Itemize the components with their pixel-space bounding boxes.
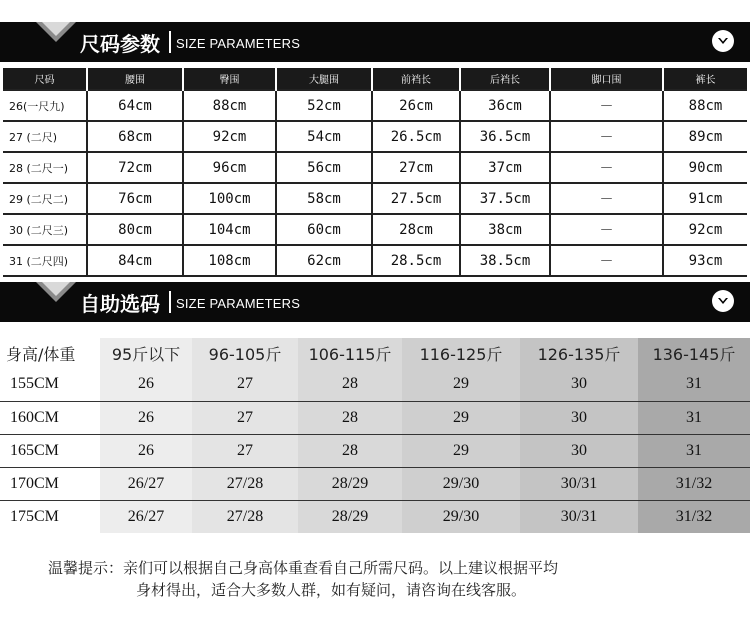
- section-title-cn: 自助选码: [80, 292, 160, 316]
- table-row: [0, 467, 750, 500]
- table-row: [3, 121, 747, 152]
- table-row: [0, 434, 750, 467]
- table-row: [3, 214, 747, 245]
- table-cell: 26: [100, 401, 192, 434]
- col-header-front-rise: 前裆长: [372, 68, 460, 90]
- table-cell: 88cm: [183, 90, 276, 121]
- col-header-length: 裤长: [663, 68, 747, 90]
- size-recommendation-table: [0, 338, 750, 533]
- table-cell: 28: [298, 401, 402, 434]
- table-cell: 89cm: [663, 121, 747, 152]
- title-divider: [169, 31, 171, 53]
- table-row: [3, 183, 747, 214]
- table-cell: 68cm: [87, 121, 183, 152]
- table-cell: －: [550, 183, 663, 214]
- section-title-cn: 尺码参数: [80, 32, 160, 56]
- col-header-thigh: 大腿围: [276, 68, 372, 90]
- col-header-weight-range: 126-135斤: [520, 338, 638, 368]
- table-cell: 37.5cm: [460, 183, 550, 214]
- table-cell: －: [550, 245, 663, 276]
- table-cell: 31: [638, 368, 750, 401]
- table-cell: 90cm: [663, 152, 747, 183]
- table-cell: 29: [402, 401, 520, 434]
- table-cell: 29 (二尺二): [3, 183, 87, 214]
- table-cell: 96cm: [183, 152, 276, 183]
- col-header-height-weight: 身高/体重: [0, 338, 100, 368]
- table-cell: 76cm: [87, 183, 183, 214]
- table-row: [3, 90, 747, 121]
- table-row: [0, 500, 750, 533]
- table-cell: 29/30: [402, 500, 520, 533]
- header-triangle-inner-decoration: [42, 22, 70, 36]
- table-row: [3, 152, 747, 183]
- table-cell: 30/31: [520, 467, 638, 500]
- table-cell: 27: [192, 401, 298, 434]
- col-header-weight-range: 116-125斤: [402, 338, 520, 368]
- download-circle-icon: [712, 30, 734, 52]
- col-header-weight-range: 96-105斤: [192, 338, 298, 368]
- table-cell: 27/28: [192, 500, 298, 533]
- table-cell: 27: [192, 368, 298, 401]
- col-header-back-rise: 后裆长: [460, 68, 550, 90]
- table-cell: 30 (二尺三): [3, 214, 87, 245]
- table-cell: 30: [520, 434, 638, 467]
- table-cell: 31/32: [638, 500, 750, 533]
- table-cell: 30/31: [520, 500, 638, 533]
- table-cell: －: [550, 121, 663, 152]
- section-title-en: SIZE PARAMETERS: [176, 36, 301, 51]
- table-cell: 92cm: [663, 214, 747, 245]
- title-divider: [169, 291, 171, 313]
- table-cell: －: [550, 214, 663, 245]
- table-cell: 28cm: [372, 214, 460, 245]
- table-cell: 28/29: [298, 467, 402, 500]
- col-header-hem: 脚口围: [550, 68, 663, 90]
- table-cell: 91cm: [663, 183, 747, 214]
- table-cell: 31 (二尺四): [3, 245, 87, 276]
- table-cell: 54cm: [276, 121, 372, 152]
- table-cell: 93cm: [663, 245, 747, 276]
- tip-line-1: 温馨提示：亲们可以根据自己身高体重查看自己所需尺码。以上建议根据平均: [48, 559, 559, 577]
- download-circle-icon: [712, 290, 734, 312]
- table-cell: 28 (二尺一): [3, 152, 87, 183]
- table-cell: 36.5cm: [460, 121, 550, 152]
- table-cell: 84cm: [87, 245, 183, 276]
- table-cell: 165CM: [0, 434, 100, 467]
- table-cell: 26: [100, 368, 192, 401]
- col-header-size: 尺码: [3, 68, 87, 90]
- table-cell: 80cm: [87, 214, 183, 245]
- col-header-waist: 腰围: [87, 68, 183, 90]
- table-cell: 26/27: [100, 467, 192, 500]
- table-cell: 38cm: [460, 214, 550, 245]
- section-title-en: SIZE PARAMETERS: [176, 296, 301, 311]
- table-cell: 104cm: [183, 214, 276, 245]
- table-cell: 58cm: [276, 183, 372, 214]
- col-header-hip: 臀围: [183, 68, 276, 90]
- table-cell: 30: [520, 401, 638, 434]
- table-cell: －: [550, 90, 663, 121]
- size-parameters-header: [0, 22, 750, 62]
- table-cell: 29/30: [402, 467, 520, 500]
- table-cell: 37cm: [460, 152, 550, 183]
- table-cell: －: [550, 152, 663, 183]
- table-cell: 26(一尺九): [3, 90, 87, 121]
- table-cell: 36cm: [460, 90, 550, 121]
- col-header-weight-range: 106-115斤: [298, 338, 402, 368]
- table-cell: 88cm: [663, 90, 747, 121]
- table-header-row: [0, 338, 750, 368]
- table-row: [0, 368, 750, 401]
- table-cell: 29: [402, 368, 520, 401]
- table-cell: 30: [520, 368, 638, 401]
- table-cell: 27cm: [372, 152, 460, 183]
- table-cell: 28: [298, 368, 402, 401]
- table-cell: 100cm: [183, 183, 276, 214]
- table-cell: 92cm: [183, 121, 276, 152]
- table-cell: 26/27: [100, 500, 192, 533]
- table-cell: 27.5cm: [372, 183, 460, 214]
- table-cell: 31: [638, 434, 750, 467]
- table-cell: 26cm: [372, 90, 460, 121]
- col-header-weight-range: 95斤以下: [100, 338, 192, 368]
- table-cell: 28: [298, 434, 402, 467]
- table-header-row: [3, 68, 747, 90]
- table-cell: 31/32: [638, 467, 750, 500]
- size-recommendation-header: [0, 282, 750, 322]
- table-cell: 26.5cm: [372, 121, 460, 152]
- col-header-weight-range: 136-145斤: [638, 338, 750, 368]
- table-cell: 170CM: [0, 467, 100, 500]
- table-cell: 108cm: [183, 245, 276, 276]
- table-cell: 56cm: [276, 152, 372, 183]
- table-cell: 60cm: [276, 214, 372, 245]
- table-cell: 27: [192, 434, 298, 467]
- table-cell: 28.5cm: [372, 245, 460, 276]
- tip-line-2: 身材得出，适合大多数人群，如有疑问，请咨询在线客服。: [136, 581, 527, 599]
- table-cell: 26: [100, 434, 192, 467]
- table-cell: 29: [402, 434, 520, 467]
- table-cell: 64cm: [87, 90, 183, 121]
- table-cell: 27/28: [192, 467, 298, 500]
- table-row: [3, 245, 747, 276]
- table-cell: 31: [638, 401, 750, 434]
- table-cell: 52cm: [276, 90, 372, 121]
- size-parameters-table: [3, 68, 747, 277]
- header-triangle-inner-decoration: [42, 282, 70, 296]
- table-cell: 72cm: [87, 152, 183, 183]
- table-cell: 62cm: [276, 245, 372, 276]
- table-row: [0, 401, 750, 434]
- table-cell: 27 (二尺): [3, 121, 87, 152]
- table-cell: 160CM: [0, 401, 100, 434]
- table-cell: 155CM: [0, 368, 100, 401]
- table-cell: 38.5cm: [460, 245, 550, 276]
- table-cell: 175CM: [0, 500, 100, 533]
- table-cell: 28/29: [298, 500, 402, 533]
